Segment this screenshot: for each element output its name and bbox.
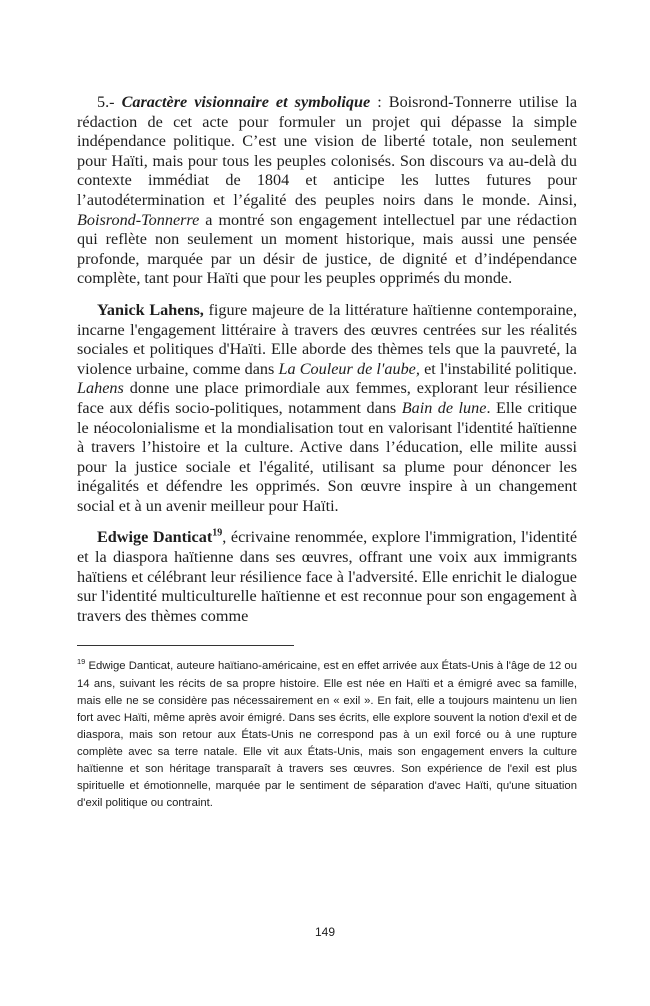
footnote-text: Edwige Danticat, auteure haïtiano-américaine, est en effet arrivée aux États-Unis à l'âge de 12 ou 14 ans, suivant les récits de sa propre histoire. Elle est née en Haïti et a émigré avec sa famille, mais elle ne se considère pas nécessairement en « exil ». En fait, elle a toujours maintenu un lien fort avec Haïti, même après avoir émigré. Dans ses écrits, elle explore souvent la notion d'exil et de diaspora, mais son retour aux États-Unis ne correspond pas à un exil forcé ou à une rupture complète avec sa terre natale. Elle vit aux États-Unis, mais son engagement envers la culture haïtienne et son héritage transparaît à travers ses œuvres. Son expérience de l'exil est plus spirituelle et émotionnelle, marquée par le sentiment de séparation d'avec Haïti, qu'une situation d'exil politique ou contraint. [77, 660, 577, 810]
paragraph-text: et l'instabilité politique. [419, 359, 577, 378]
author-name: Yanick Lahens, [97, 300, 204, 319]
footnote-reference[interactable]: 19 [212, 528, 223, 540]
footnote-separator [77, 645, 294, 646]
paragraph-text: figure majeure de la littérature haïtienne contemporaine, incarne l'engagement littéraire à travers des œuvres centrées sur les réalités sociales et politiques d'Haïti. Elle aborde des thèmes tels que la pauvreté, la violence urbaine, comme dans [77, 300, 577, 378]
paragraph-yanick-lahens [77, 301, 577, 517]
footnote [77, 658, 577, 812]
paragraph-text: . Elle critique le néocolonialisme et la mondialisation tout en valorisant l'identité haïtienne à travers l’histoire et la culture. Active dans l’éducation, elle milite aussi pour la justice sociale et l'égalité, utilisant sa plume pour dénoncer les inégalités et défendre les opprimés. Son œuvre inspire à un changement social et à un avenir meilleur pour Haïti. [77, 398, 577, 515]
person-name: Boisrond-Tonnerre [77, 210, 200, 229]
paragraph-text: , écrivaine renommée, explore l'immigration, l'identité et la diaspora haïtienne dans ses œuvres, offrant une voix aux immigrants haïtiens et célébrant leur résilience face à l'adversité. Elle enrichit le dialogue sur l'identité multiculturelle haïtienne et est reconnue pour son engagement à travers des thèmes comme [77, 528, 578, 625]
section-number: 5.- [97, 93, 122, 111]
paragraph-text: a montré son engagement intellectuel par une rédaction qui reflète non seulement un moment historique, mais aussi une pensée profonde, marquée par un désir de justice, de dignité et d’indépendance complète, tant pour Haïti que pour les peuples opprimés du monde. [77, 210, 577, 288]
footnote-number: 19 [77, 657, 86, 667]
author-name-italic: Lahens [77, 379, 124, 398]
paragraph-text: : Boisrond-Tonnerre utilise la rédaction de cet acte pour formuler un projet qui dépasse la simple indépendance politique. C’est une vision de liberté totale, non seulement pour Haïti, mais pour tous les peuples colonisés. Son discours va au-delà du contexte immédiat de 1804 et anticipe les luttes futures pour l’autodétermination et l’égalité des peuples noirs dans le monde. Ainsi, [77, 93, 578, 209]
page-body [77, 93, 577, 812]
paragraph-text: donne une place primordiale aux femmes, explorant leur résilience face aux défis socio-politiques, notamment dans [77, 379, 577, 417]
page-number: 149 [314, 925, 336, 939]
author-name: Edwige Danticat [97, 528, 213, 547]
paragraph-boisrond-tonnerre [77, 93, 577, 289]
book-title: La Couleur de l'aube, [278, 359, 420, 378]
book-title: Bain de lune [401, 398, 487, 417]
paragraph-edwige-danticat [77, 528, 577, 626]
section-heading: Caractère visionnaire et symbolique [121, 93, 371, 111]
